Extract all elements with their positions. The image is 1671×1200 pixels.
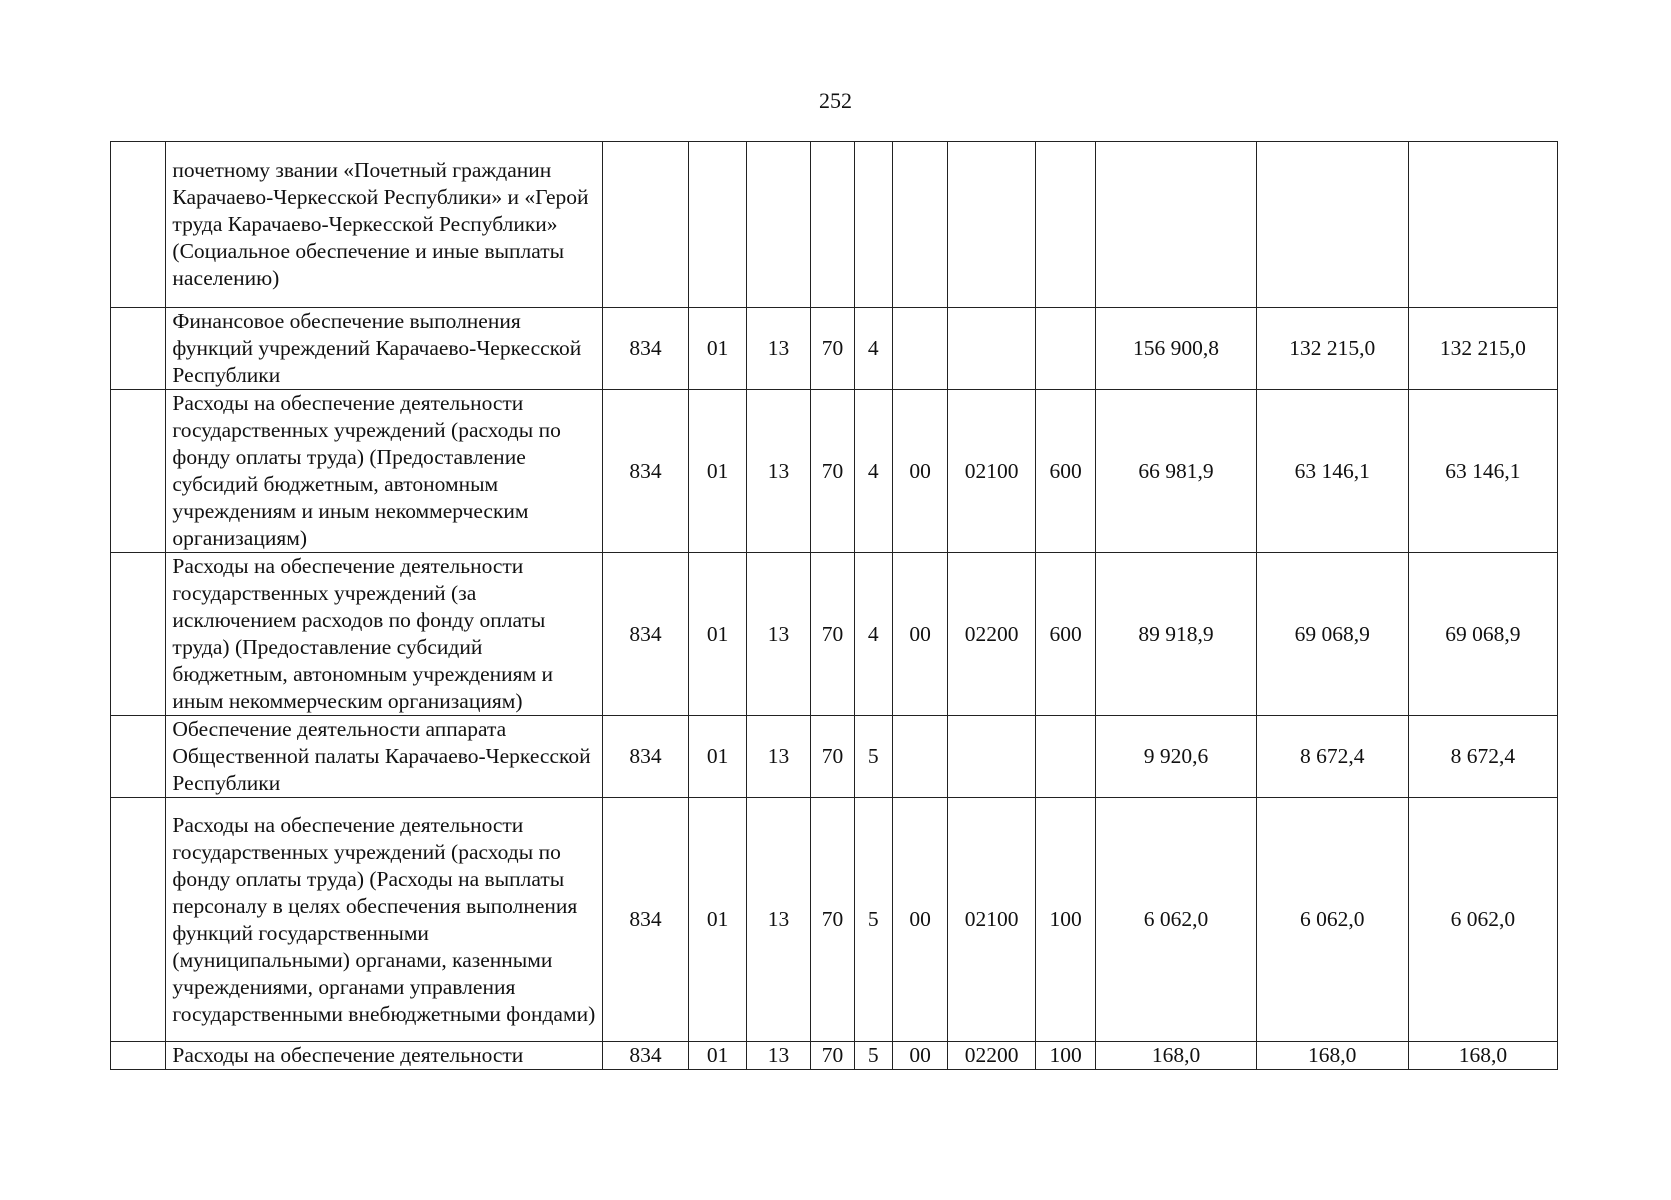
row-name-cell: Расходы на обеспечение деятельности государственных учреждений (расходы по фонду оплаты труда) (Расходы на выплаты персоналу в целях обеспечения выполнения функций государственными (муниципальными) органами, казенными учреждениями, органами управления государственными внебюджетными фондами)	[166, 798, 602, 1042]
ved-code-cell: 834	[602, 716, 689, 798]
row-number-cell	[111, 308, 166, 390]
row-name-cell: Расходы на обеспечение деятельности государственных учреждений (за исключением расходов по фонду оплаты труда) (Предоставление субсидий бюджетным, автономным учреждениям и иным некоммерческим организациям)	[166, 553, 602, 716]
row-number-cell	[111, 798, 166, 1042]
amount-year3-cell: 63 146,1	[1408, 390, 1557, 553]
expense-type-cell: 100	[1035, 798, 1095, 1042]
row-number-cell	[111, 716, 166, 798]
expense-type-cell	[1035, 142, 1095, 308]
amount-year3-cell	[1408, 142, 1557, 308]
amount-year3-cell: 6 062,0	[1408, 798, 1557, 1042]
row-number-cell	[111, 390, 166, 553]
amount-year2-cell: 132 215,0	[1256, 308, 1408, 390]
target-article-part4-cell	[948, 142, 1036, 308]
target-article-part2-cell: 5	[854, 798, 892, 1042]
table-row	[111, 553, 1558, 716]
page-number: 252	[819, 88, 852, 113]
amount-year2-cell: 8 672,4	[1256, 716, 1408, 798]
amount-year2-cell: 168,0	[1256, 1042, 1408, 1070]
amount-year1-cell: 6 062,0	[1096, 798, 1256, 1042]
row-name-cell: почетному звании «Почетный гражданин Карачаево-Черкесской Республики» и «Герой труда Карачаево-Черкесской Республики» (Социальное обеспечение и иные выплаты населению)	[166, 142, 602, 308]
amount-year1-cell: 156 900,8	[1096, 308, 1256, 390]
target-article-part2-cell: 5	[854, 1042, 892, 1070]
table-row	[111, 390, 1558, 553]
table-row	[111, 142, 1558, 308]
target-article-part4-cell: 02100	[948, 798, 1036, 1042]
amount-year3-cell: 8 672,4	[1408, 716, 1557, 798]
amount-year1-cell: 9 920,6	[1096, 716, 1256, 798]
target-article-part4-cell	[948, 716, 1036, 798]
ved-code-cell	[602, 142, 689, 308]
section-code-cell: 01	[689, 1042, 746, 1070]
row-number-cell	[111, 553, 166, 716]
target-article-part1-cell: 70	[811, 1042, 854, 1070]
row-name-cell: Расходы на обеспечение деятельности	[166, 1042, 602, 1070]
target-article-part1-cell: 70	[811, 308, 854, 390]
amount-year1-cell	[1096, 142, 1256, 308]
target-article-part1-cell: 70	[811, 553, 854, 716]
section-code-cell: 01	[689, 308, 746, 390]
expense-type-cell: 600	[1035, 553, 1095, 716]
expense-type-cell: 600	[1035, 390, 1095, 553]
amount-year3-cell: 168,0	[1408, 1042, 1557, 1070]
target-article-part3-cell	[892, 142, 947, 308]
target-article-part3-cell	[892, 716, 947, 798]
subsection-code-cell: 13	[746, 716, 810, 798]
target-article-part3-cell: 00	[892, 390, 947, 553]
subsection-code-cell: 13	[746, 798, 810, 1042]
expense-type-cell: 100	[1035, 1042, 1095, 1070]
subsection-code-cell: 13	[746, 390, 810, 553]
section-code-cell: 01	[689, 553, 746, 716]
amount-year3-cell: 69 068,9	[1408, 553, 1557, 716]
section-code-cell	[689, 142, 746, 308]
ved-code-cell: 834	[602, 1042, 689, 1070]
ved-code-cell: 834	[602, 308, 689, 390]
target-article-part3-cell: 00	[892, 798, 947, 1042]
target-article-part4-cell: 02200	[948, 1042, 1036, 1070]
ved-code-cell: 834	[602, 798, 689, 1042]
row-name-cell: Обеспечение деятельности аппарата Общественной палаты Карачаево-Черкесской Республики	[166, 716, 602, 798]
table-row	[111, 308, 1558, 390]
target-article-part2-cell: 5	[854, 716, 892, 798]
target-article-part3-cell: 00	[892, 1042, 947, 1070]
amount-year3-cell: 132 215,0	[1408, 308, 1557, 390]
amount-year2-cell: 6 062,0	[1256, 798, 1408, 1042]
ved-code-cell: 834	[602, 390, 689, 553]
target-article-part1-cell: 70	[811, 798, 854, 1042]
amount-year1-cell: 168,0	[1096, 1042, 1256, 1070]
row-number-cell	[111, 1042, 166, 1070]
row-number-cell	[111, 142, 166, 308]
subsection-code-cell: 13	[746, 1042, 810, 1070]
target-article-part1-cell	[811, 142, 854, 308]
amount-year2-cell: 69 068,9	[1256, 553, 1408, 716]
table-row	[111, 798, 1558, 1042]
section-code-cell: 01	[689, 716, 746, 798]
budget-table	[110, 141, 1558, 1070]
target-article-part3-cell	[892, 308, 947, 390]
subsection-code-cell: 13	[746, 308, 810, 390]
target-article-part3-cell: 00	[892, 553, 947, 716]
target-article-part2-cell: 4	[854, 390, 892, 553]
amount-year1-cell: 89 918,9	[1096, 553, 1256, 716]
target-article-part4-cell: 02200	[948, 553, 1036, 716]
row-name-cell: Расходы на обеспечение деятельности государственных учреждений (расходы по фонду оплаты труда) (Предоставление субсидий бюджетным, автономным учреждениям и иным некоммерческим организациям)	[166, 390, 602, 553]
ved-code-cell: 834	[602, 553, 689, 716]
table-row	[111, 1042, 1558, 1070]
target-article-part4-cell	[948, 308, 1036, 390]
amount-year2-cell: 63 146,1	[1256, 390, 1408, 553]
section-code-cell: 01	[689, 798, 746, 1042]
section-code-cell: 01	[689, 390, 746, 553]
target-article-part2-cell	[854, 142, 892, 308]
amount-year2-cell	[1256, 142, 1408, 308]
subsection-code-cell: 13	[746, 553, 810, 716]
expense-type-cell	[1035, 308, 1095, 390]
table-row	[111, 716, 1558, 798]
subsection-code-cell	[746, 142, 810, 308]
row-name-cell: Финансовое обеспечение выполнения функций учреждений Карачаево-Черкесской Республики	[166, 308, 602, 390]
expense-type-cell	[1035, 716, 1095, 798]
target-article-part4-cell: 02100	[948, 390, 1036, 553]
target-article-part1-cell: 70	[811, 390, 854, 553]
amount-year1-cell: 66 981,9	[1096, 390, 1256, 553]
target-article-part2-cell: 4	[854, 308, 892, 390]
target-article-part2-cell: 4	[854, 553, 892, 716]
target-article-part1-cell: 70	[811, 716, 854, 798]
